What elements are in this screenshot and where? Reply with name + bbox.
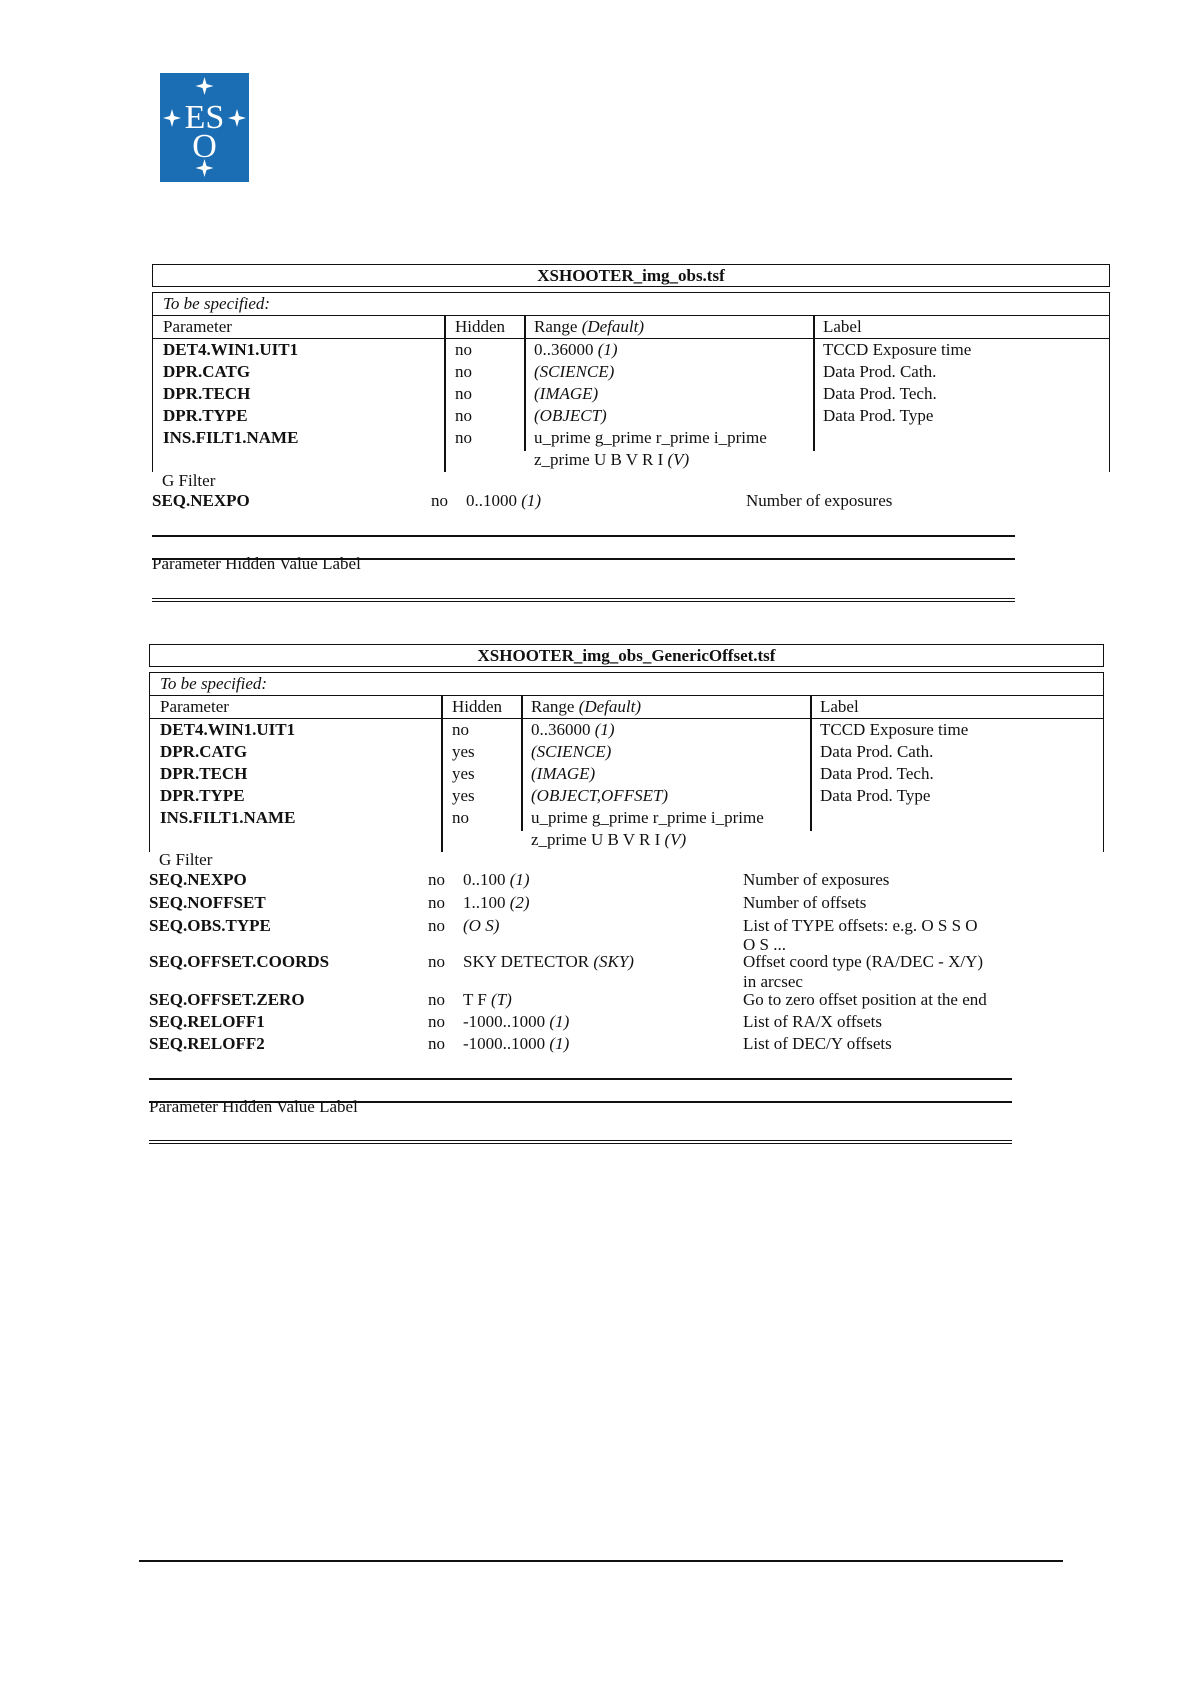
double-rule (149, 1140, 1012, 1144)
table-row: DET4.WIN1.UIT1 (160, 720, 296, 739)
label-value: Number of offsets (743, 893, 867, 912)
range-value: T F (T) (463, 990, 512, 1009)
label-value: List of DEC/Y offsets (743, 1034, 892, 1053)
eso-logo (160, 73, 249, 182)
table-grid (149, 672, 1104, 852)
table-row: DET4.WIN1.UIT1 (163, 340, 299, 359)
label-value: List of TYPE offsets: e.g. O S S O (743, 916, 978, 935)
range-value: SKY DETECTOR (SKY) (463, 952, 634, 971)
table-row: INS.FILT1.NAME (163, 428, 299, 447)
label-value: Data Prod. Tech. (823, 384, 937, 403)
range-value: u_prime g_prime r_prime i_prime (534, 428, 767, 447)
header-hidden: Hidden (455, 317, 506, 336)
label-value: Offset coord type (RA/DEC - X/Y) (743, 952, 984, 971)
star-right-icon (228, 109, 246, 127)
filter-label: G Filter (159, 850, 213, 869)
to-be-specified-label: To be specified: (150, 673, 1103, 696)
table-header-row (150, 696, 1103, 719)
hidden-value: no (452, 808, 469, 827)
label-value: Data Prod. Cath. (820, 742, 934, 761)
header-range: Range (Default) (531, 697, 642, 716)
label-value: TCCD Exposure time (823, 340, 972, 359)
star-top-icon (196, 77, 214, 95)
hidden-value: no (428, 952, 445, 971)
hidden-value: no (452, 720, 469, 739)
rule (149, 1078, 1012, 1080)
hidden-value: no (428, 916, 445, 935)
range-value-line2: z_prime U B V R I (V) (531, 830, 687, 849)
label-value: Data Prod. Tech. (820, 764, 934, 783)
column-divider (810, 695, 812, 831)
hidden-value: no (428, 893, 445, 912)
column-divider (441, 695, 443, 852)
hidden-value: no (455, 428, 472, 447)
header-label: Label (823, 317, 862, 336)
hidden-value: no (428, 1034, 445, 1053)
eso-logo-graphic (160, 73, 249, 182)
double-rule (152, 598, 1015, 602)
header-range: Range (Default) (534, 317, 645, 336)
hidden-value: no (455, 362, 472, 381)
label-value-line2: in arcsec (743, 972, 803, 991)
table-row: SEQ.OFFSET.COORDS (149, 952, 330, 971)
range-value: -1000..1000 (1) (463, 1034, 570, 1053)
hidden-value: no (428, 870, 445, 889)
range-value: (IMAGE) (534, 384, 599, 403)
range-value: (OBJECT) (534, 406, 607, 425)
hidden-value: no (455, 406, 472, 425)
hidden-value: yes (452, 786, 475, 805)
hidden-value: no (428, 1012, 445, 1031)
range-value: (OBJECT,OFFSET) (531, 786, 669, 805)
column-divider (524, 315, 526, 451)
range-value: 0..100 (1) (463, 870, 530, 889)
table-row: SEQ.RELOFF2 (149, 1034, 265, 1053)
range-value-line2: z_prime U B V R I (V) (534, 450, 690, 469)
column-divider (444, 315, 446, 472)
label-value: Data Prod. Type (820, 786, 931, 805)
range-value: (SCIENCE) (531, 742, 612, 761)
table-title: XSHOOTER_img_obs.tsf (152, 264, 1110, 287)
table-row: DPR.CATG (163, 362, 251, 381)
table-row: DPR.CATG (160, 742, 248, 761)
header-label: Label (820, 697, 859, 716)
hidden-value: yes (452, 764, 475, 783)
footer-header: Parameter Hidden Value Label (149, 1097, 358, 1116)
range-value: 0..36000 (1) (531, 720, 615, 739)
table-row: SEQ.OBS.TYPE (149, 916, 271, 935)
table-row: DPR.TECH (160, 764, 248, 783)
table-header-row (153, 316, 1109, 339)
hidden-value: no (455, 340, 472, 359)
label-value: TCCD Exposure time (820, 720, 969, 739)
header-parameter: Parameter (160, 697, 229, 716)
table-row: SEQ.NOFFSET (149, 893, 266, 912)
hidden-value: no (428, 990, 445, 1009)
table-row: DPR.TECH (163, 384, 251, 403)
table-row: SEQ.NEXPO (149, 870, 247, 889)
range-value: u_prime g_prime r_prime i_prime (531, 808, 764, 827)
range-value: (O S) (463, 916, 500, 935)
table-row: DPR.TYPE (163, 406, 248, 425)
table-row: SEQ.OFFSET.ZERO (149, 990, 305, 1009)
range-value: 0..1000 (1) (466, 491, 542, 510)
range-value: (SCIENCE) (534, 362, 615, 381)
hidden-value: no (431, 491, 448, 510)
page-footer-rule (139, 1560, 1063, 1562)
range-value: (IMAGE) (531, 764, 596, 783)
star-left-icon (163, 109, 181, 127)
table-row: SEQ.RELOFF1 (149, 1012, 265, 1031)
to-be-specified-label: To be specified: (153, 293, 1109, 316)
table-row: INS.FILT1.NAME (160, 808, 296, 827)
table-row: DPR.TYPE (160, 786, 245, 805)
column-divider (521, 695, 523, 831)
label-value-line2: O S ... (743, 935, 786, 954)
range-value: 1..100 (2) (463, 893, 530, 912)
table-row: SEQ.NEXPO (152, 491, 250, 510)
footer-header: Parameter Hidden Value Label (152, 554, 361, 573)
label-value: Number of exposures (746, 491, 893, 510)
label-value: Data Prod. Type (823, 406, 934, 425)
logo-text-es: ES (184, 99, 225, 136)
hidden-value: no (455, 384, 472, 403)
label-value: Data Prod. Cath. (823, 362, 937, 381)
header-hidden: Hidden (452, 697, 503, 716)
label-value: Number of exposures (743, 870, 890, 889)
range-value: 0..36000 (1) (534, 340, 618, 359)
table-title: XSHOOTER_img_obs_GenericOffset.tsf (149, 644, 1104, 667)
logo-text-o: O (192, 128, 217, 165)
table-grid (152, 292, 1110, 472)
range-value: -1000..1000 (1) (463, 1012, 570, 1031)
column-divider (813, 315, 815, 451)
label-value: List of RA/X offsets (743, 1012, 882, 1031)
hidden-value: yes (452, 742, 475, 761)
rule (152, 535, 1015, 537)
filter-label: G Filter (162, 471, 216, 490)
header-parameter: Parameter (163, 317, 232, 336)
label-value: Go to zero offset position at the end (743, 990, 987, 1009)
